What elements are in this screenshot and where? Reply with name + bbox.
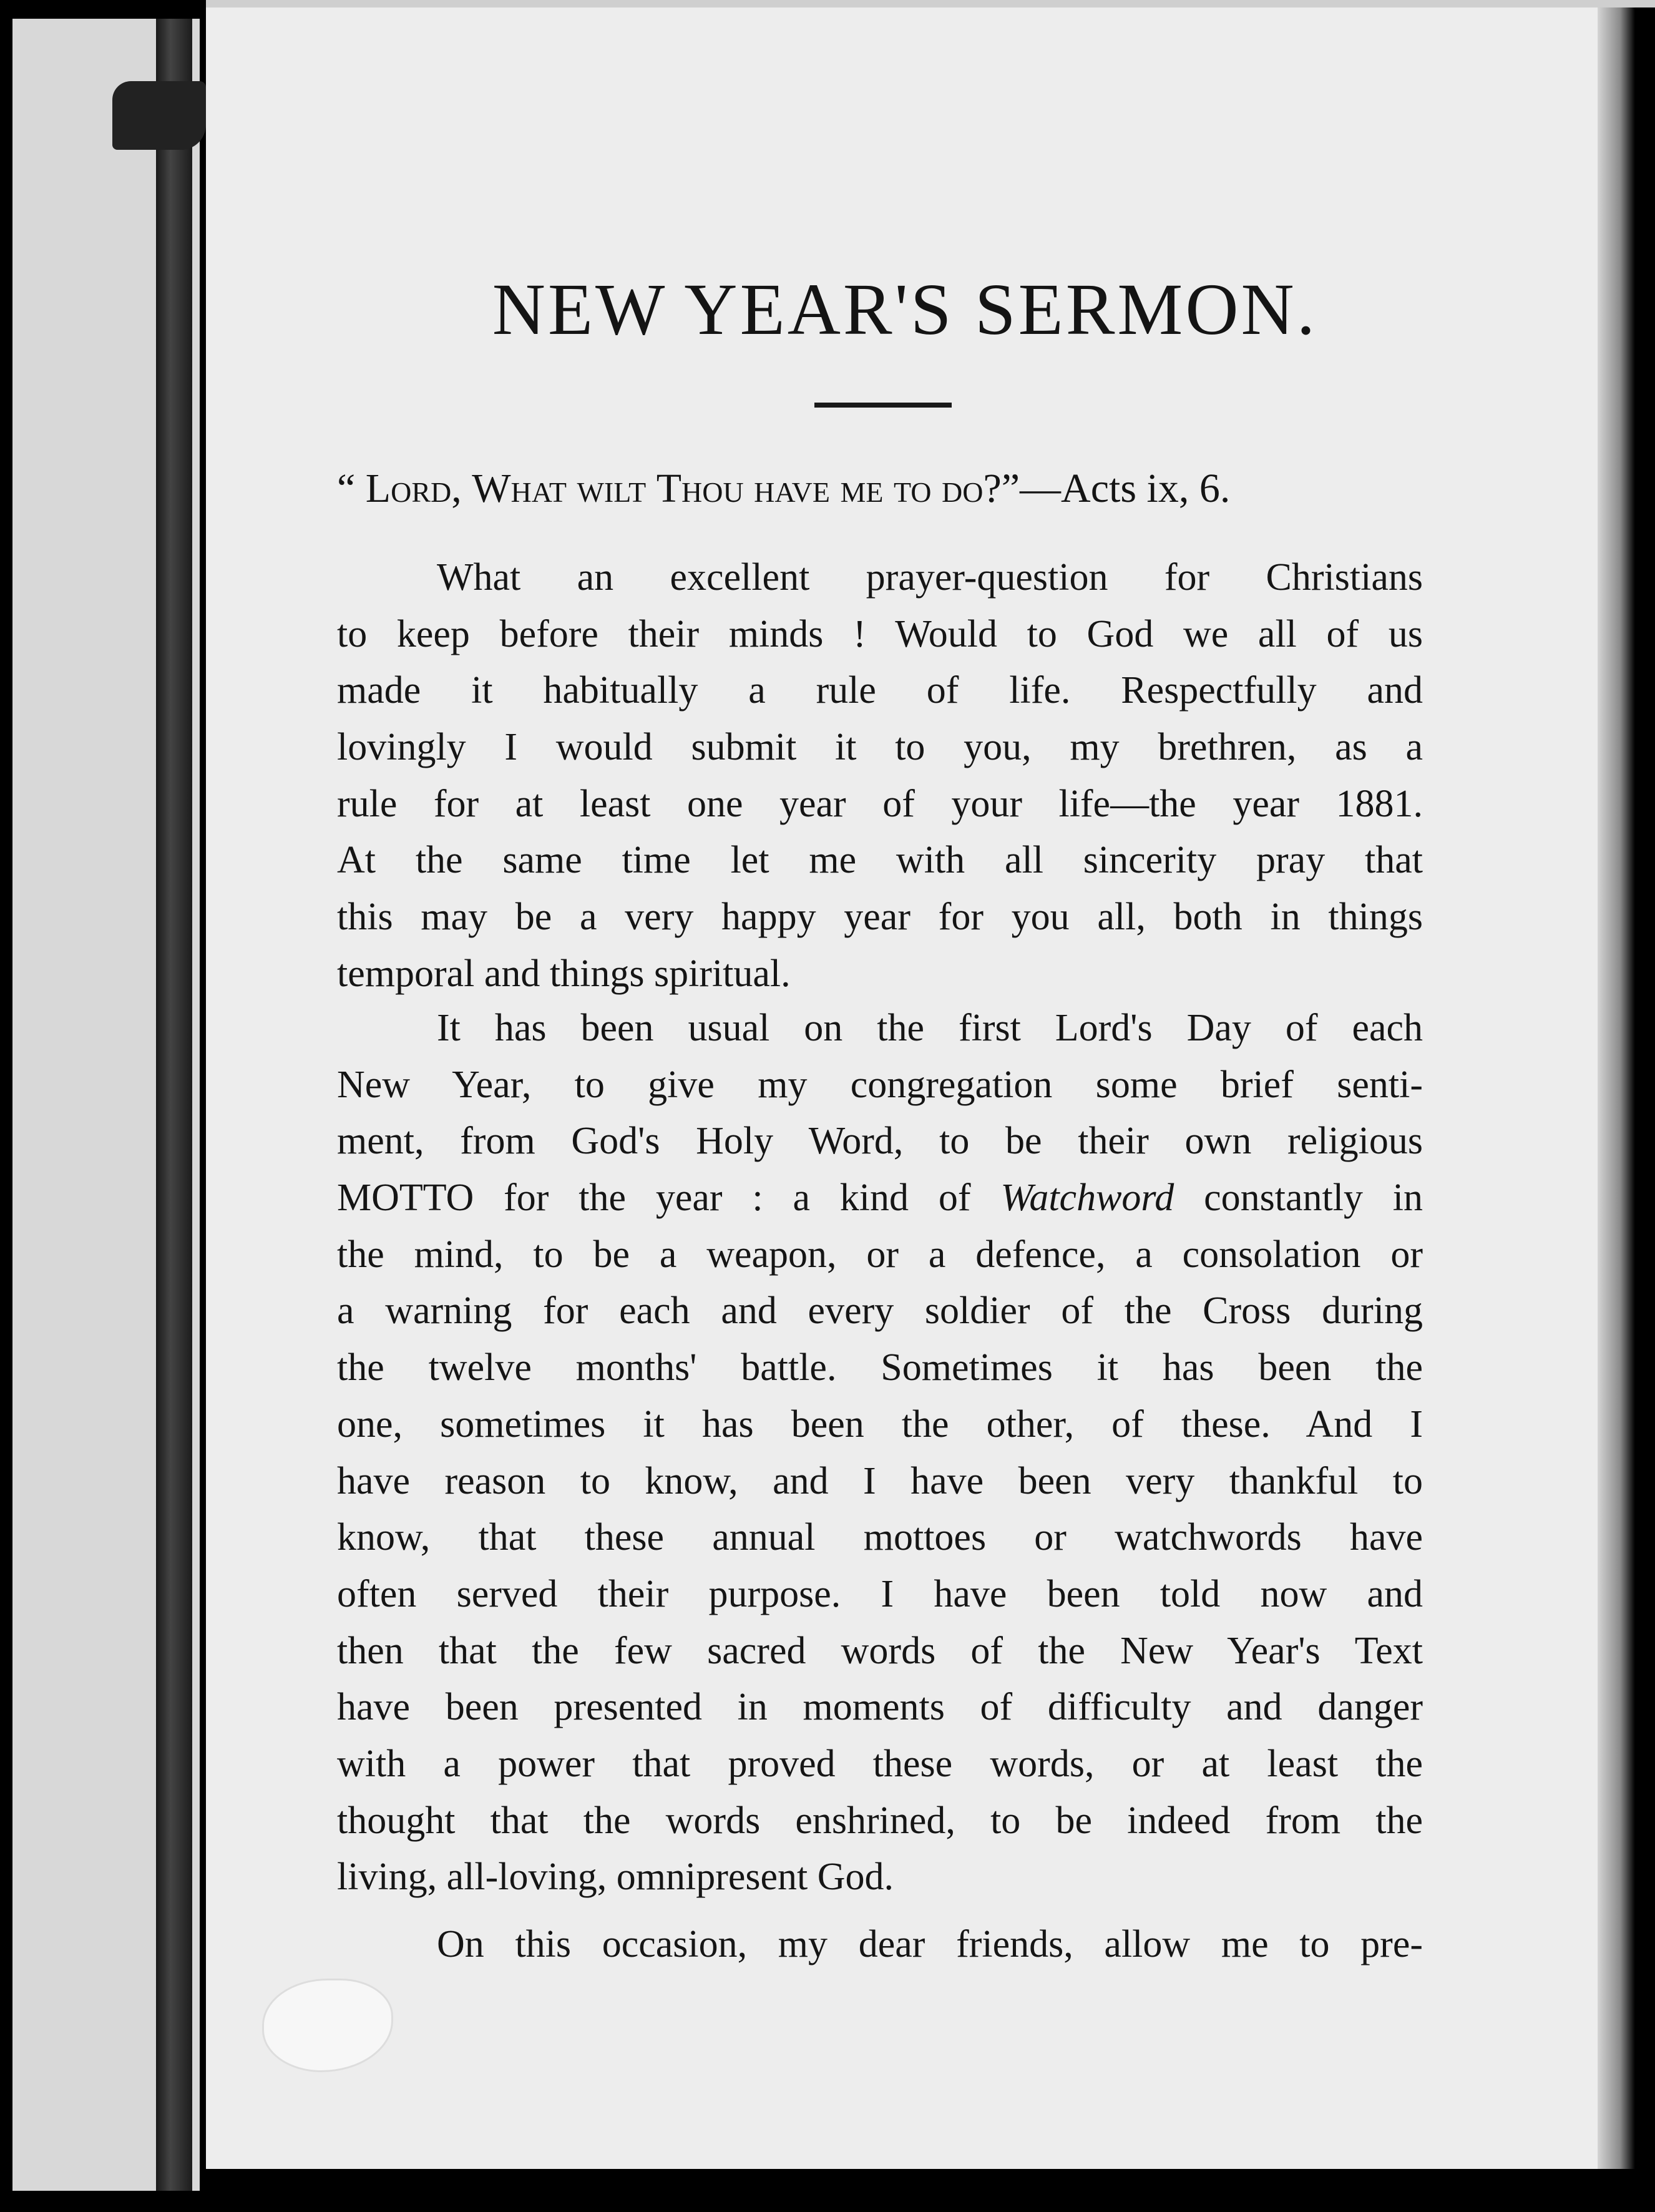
- watchword: Watchword: [1000, 1177, 1174, 1220]
- text-line: At the same time let me with all sincerity pray that: [337, 839, 1423, 882]
- page-edge-shadow: [1598, 0, 1635, 2212]
- text-line: New Year, to give my congregation some brief senti-: [337, 1063, 1423, 1106]
- epigraph-what-wilt: What wilt: [472, 466, 647, 511]
- text-line: living, all-loving, omnipresent God.: [337, 1856, 894, 1899]
- epigraph-lord: Lord,: [365, 466, 462, 511]
- text-line: the twelve months' battle. Sometimes it has been the: [337, 1346, 1423, 1389]
- text-line: to keep before their minds ! Would to God we all of us: [337, 612, 1423, 655]
- text-line: thought that the words enshrined, to be indeed from the: [337, 1799, 1423, 1842]
- epigraph-citation: ?”—Acts ix, 6.: [983, 466, 1231, 511]
- title-rule: [814, 403, 952, 408]
- text-line: often served their purpose. I have been told now and: [337, 1572, 1423, 1615]
- text-line: temporal and things spiritual.: [337, 952, 791, 995]
- text-line: this may be a very happy year for you all, both in things: [337, 896, 1423, 939]
- text-line: know, that these annual mottoes or watchwords have: [337, 1516, 1423, 1559]
- epigraph-rest: have me to do: [754, 466, 984, 511]
- text-line: then that the few sacred words of the New Year's Text: [337, 1629, 1423, 1672]
- page-title: NEW YEAR'S SERMON.: [492, 268, 1318, 350]
- text-line: rule for at least one year of your life—the year 1881.: [337, 782, 1423, 825]
- text-line: What an excellent prayer-question for Christians: [437, 556, 1423, 599]
- text-line-motto: [337, 1170, 1423, 1226]
- binding-gutter: [156, 19, 192, 2191]
- text-line: have been presented in moments of difficulty and danger: [337, 1686, 1423, 1729]
- paragraph-1: [337, 549, 1423, 1002]
- paragraph-3: [337, 1916, 1423, 1973]
- epigraph: [337, 465, 1435, 512]
- motto-word: MOTTO: [337, 1177, 474, 1220]
- text-line: It has been usual on the first Lord's Day of each: [437, 1007, 1423, 1049]
- text-line: the mind, to be a weapon, or a defence, a consolation or: [337, 1233, 1423, 1276]
- text-line: one, sometimes it has been the other, of these. And I: [337, 1402, 1423, 1446]
- motto-mid: for the year : a kind of: [504, 1177, 971, 1220]
- text-line: ment, from God's Holy Word, to be their own religious: [337, 1120, 1423, 1163]
- text-line: with a power that proved these words, or at least the: [337, 1742, 1423, 1785]
- text-line: lovingly I would submit it to you, my brethren, as a: [337, 726, 1423, 769]
- text-line: a warning for each and every soldier of the Cross during: [337, 1290, 1423, 1333]
- paragraph-2: [337, 1000, 1423, 1906]
- scan-border-bottom: [206, 2169, 1655, 2212]
- motto-end: constantly in: [1204, 1177, 1423, 1220]
- text-line: made it habitually a rule of life. Respectfully and: [337, 669, 1423, 712]
- text-line: have reason to know, and I have been very thankful to: [337, 1459, 1423, 1502]
- page-top-edge: [206, 0, 1655, 7]
- binding-mark: [112, 81, 206, 150]
- text-line: On this occasion, my dear friends, allow me to pre-: [437, 1923, 1423, 1965]
- epigraph-thou: Thou: [656, 466, 744, 511]
- epigraph-open-quote: “: [337, 466, 356, 511]
